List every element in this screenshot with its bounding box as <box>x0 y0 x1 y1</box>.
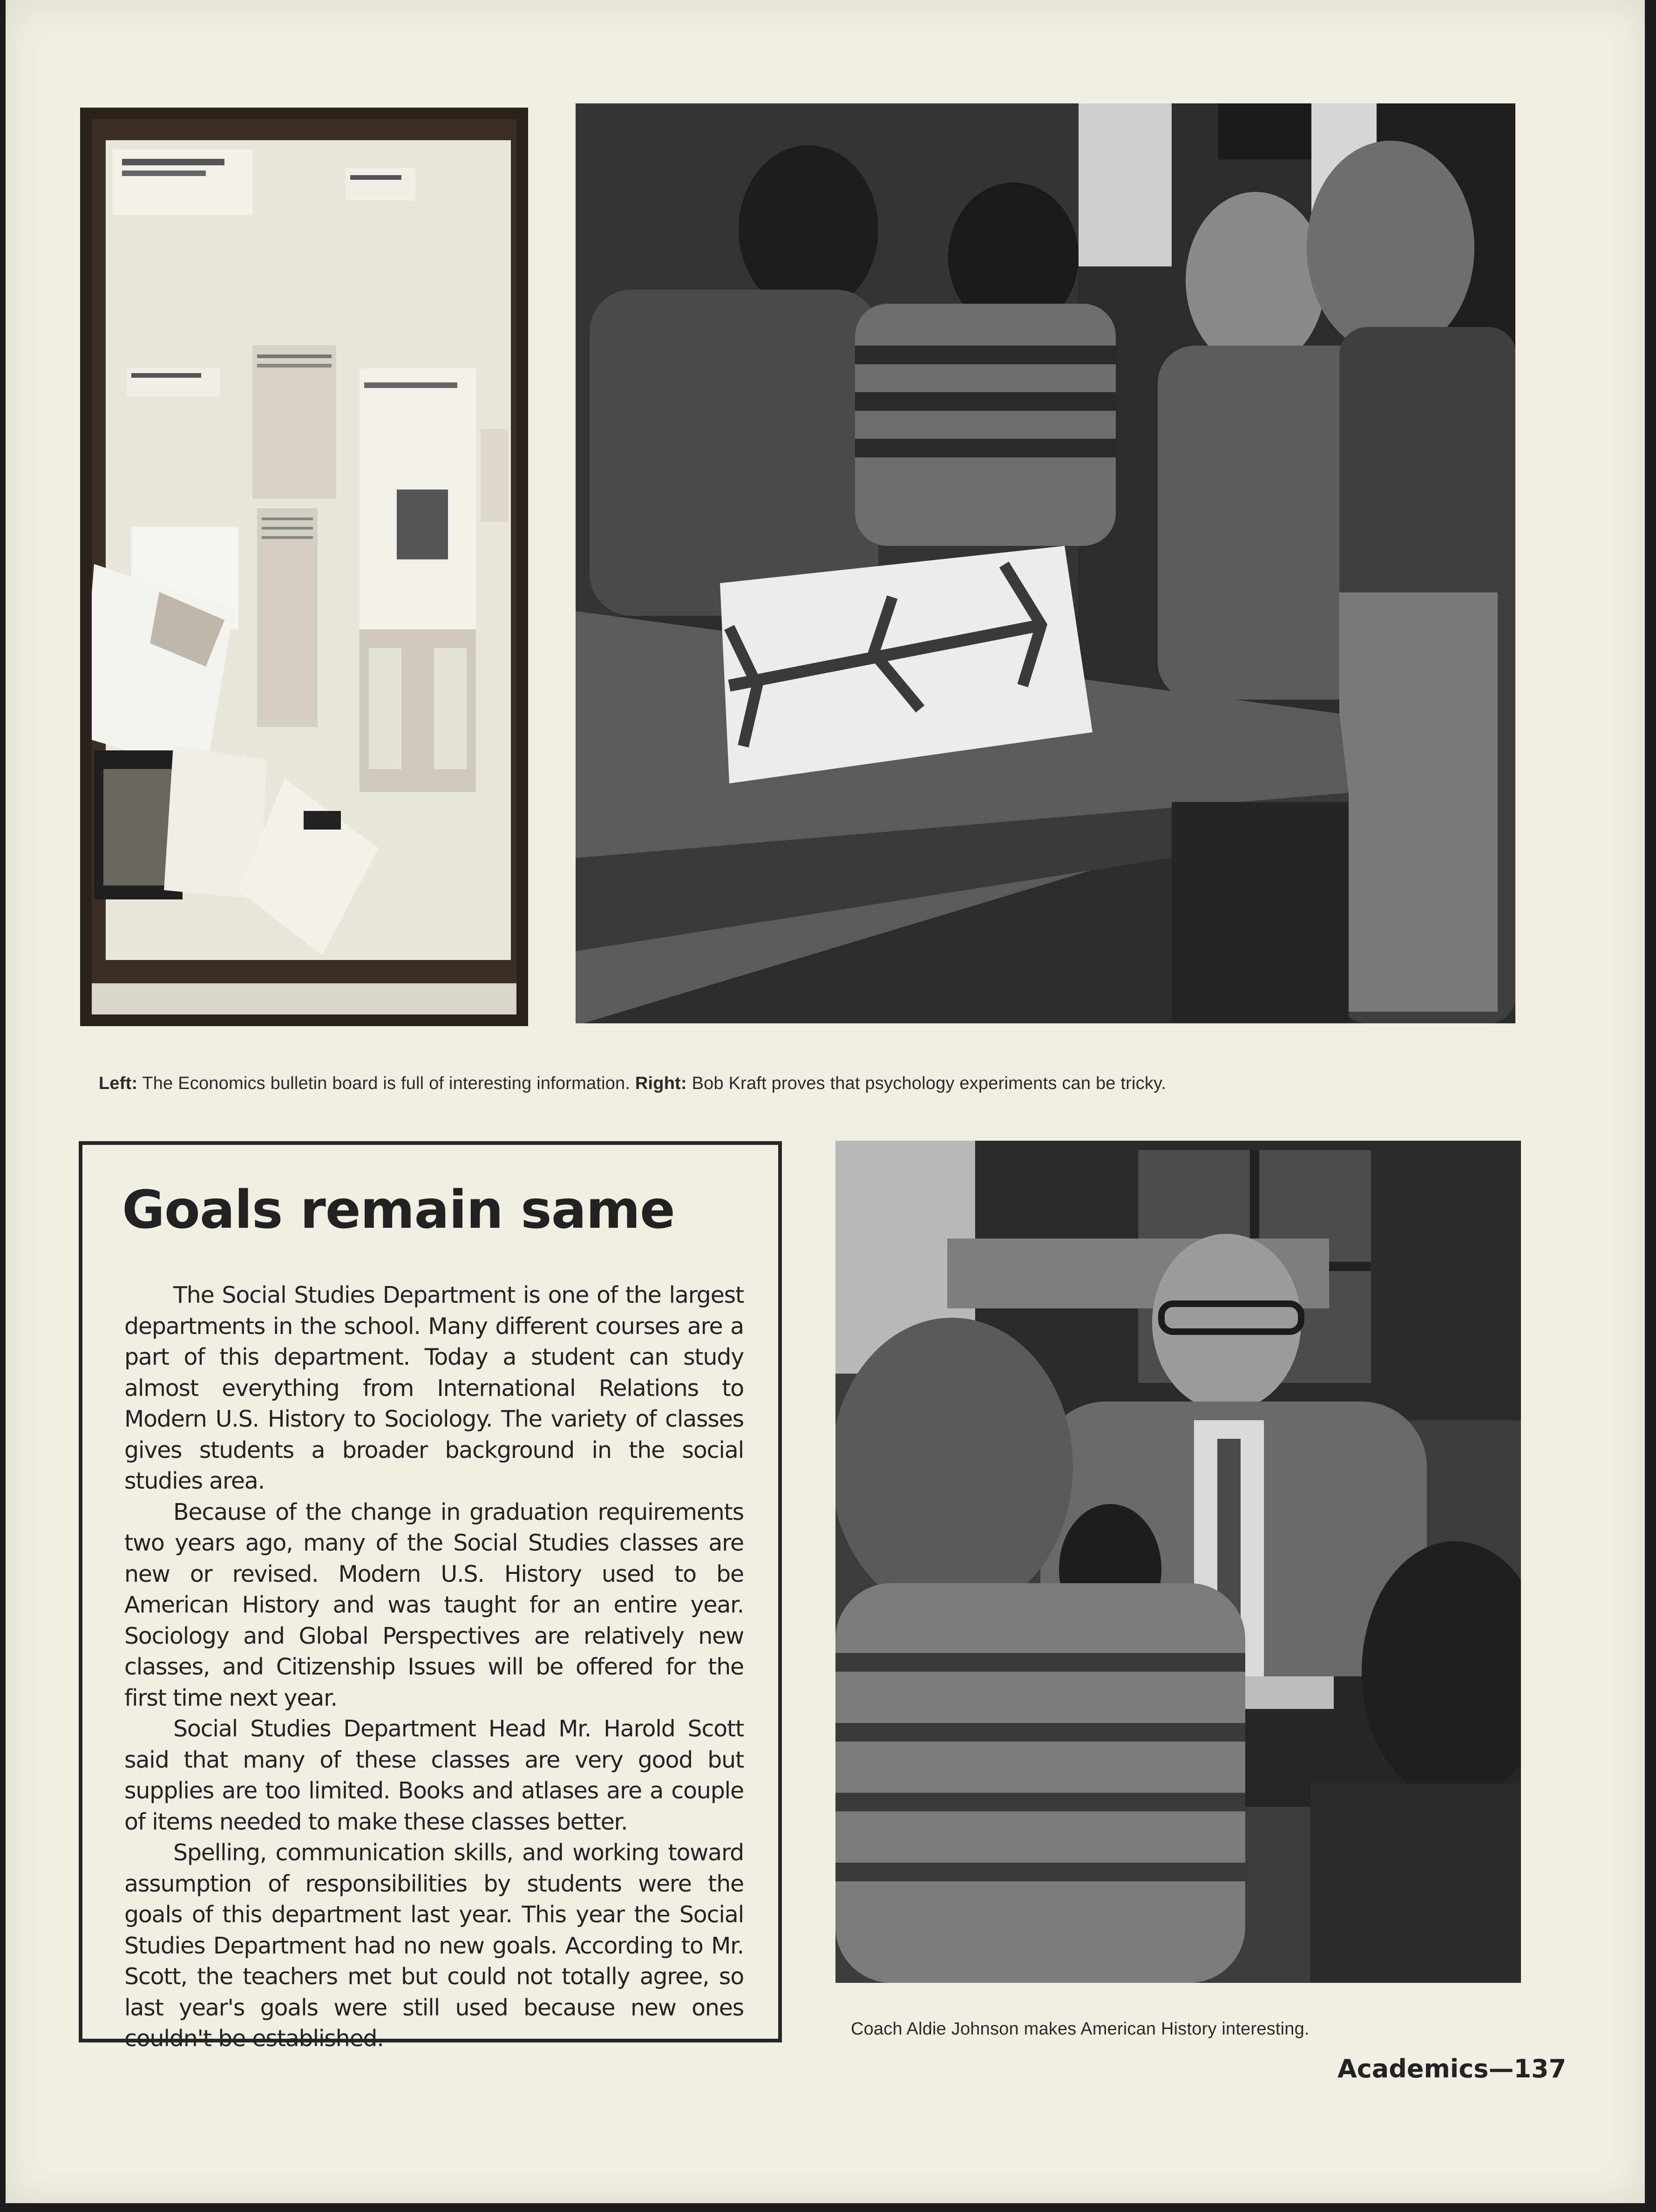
article-headline: Goals remain same <box>122 1180 675 1240</box>
classroom-illustration <box>576 103 1515 1023</box>
article-box <box>79 1141 782 2052</box>
caption-right-text: Bob Kraft proves that psychology experiments can be tricky. <box>686 1074 1167 1093</box>
article-paragraph: The Social Studies Department is one of the largest departments in the school. Many different courses are a part of this department. Today a student can study almost everything from International Relations to Modern U.S. History to Sociology. The variety of classes gives students a broader background in the social studies area. <box>124 1282 744 1494</box>
yearbook-page <box>6 0 1645 2203</box>
bulletin-board-photo <box>80 108 528 1026</box>
page-footer-folio: Academics—137 <box>1337 2054 1567 2083</box>
article-body <box>124 1280 744 2055</box>
teacher-photo <box>835 1141 1521 1983</box>
article-paragraph: Because of the change in graduation requirements two years ago, many of the Social Studies classes are new or revised. Modern U.S. History used to be American History and was taught for an entire year. Sociology and Global Perspectives are relatively new classes, and Citizenship Issues will be offered for the first time next year. <box>124 1498 744 1711</box>
top-photos-caption <box>99 1074 1166 1094</box>
psychology-experiment-photo <box>576 103 1515 1023</box>
article-paragraph: Spelling, communication skills, and working toward assumption of responsibilities by students were the goals of this department last year. This year the Social Studies Department had no new goals. According to Mr. Scott, the teachers met but could not totally agree, so last year's goals were still used because new ones couldn't be established. <box>124 1839 744 2052</box>
article-paragraph: Social Studies Department Head Mr. Harold Scott said that many of these classes are very good but supplies are too limited. Books and atlases are a couple of items needed to make these classes better. <box>124 1715 744 1835</box>
caption-left-label: Left: <box>99 1074 138 1093</box>
teacher-illustration <box>835 1141 1521 1983</box>
bulletin-board-illustration <box>80 108 528 1026</box>
caption-left-text: The Economics bulletin board is full of interesting information. <box>137 1074 635 1093</box>
teacher-photo-caption: Coach Aldie Johnson makes American History interesting. <box>851 2019 1310 2039</box>
caption-right-label: Right: <box>635 1074 687 1093</box>
